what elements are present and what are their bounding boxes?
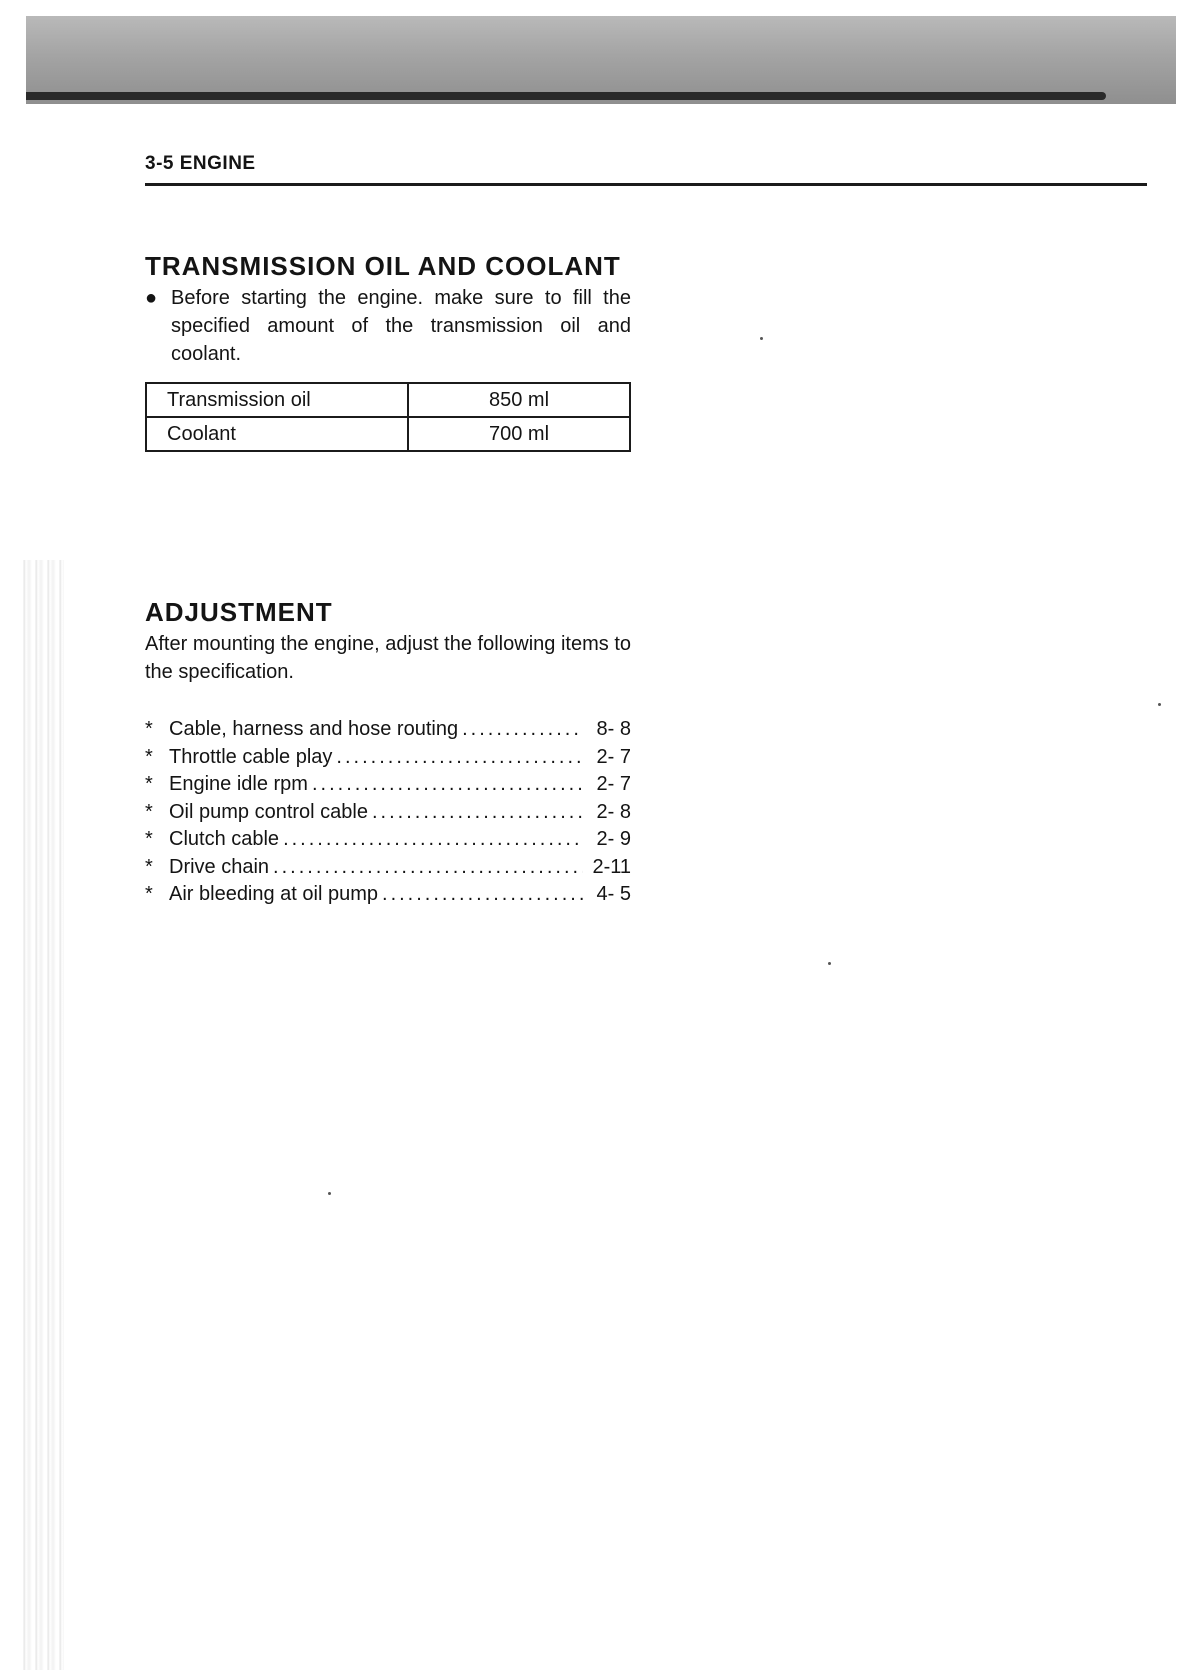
bullet-icon: ● bbox=[145, 287, 158, 309]
list-item bbox=[145, 716, 631, 744]
spec-item: Coolant bbox=[146, 417, 408, 451]
table-row bbox=[146, 383, 630, 417]
page-reference: 2- 8 bbox=[596, 800, 631, 823]
page-reference: 8- 8 bbox=[596, 718, 631, 740]
asterisk-icon: * bbox=[145, 800, 153, 823]
spec-value: 850 ml bbox=[408, 383, 630, 417]
dot-leader bbox=[336, 744, 583, 772]
transmission-section bbox=[145, 250, 631, 452]
list-item bbox=[145, 771, 631, 799]
page-reference: 2-11 bbox=[592, 855, 631, 878]
page-reference: 2- 7 bbox=[596, 745, 631, 768]
adjustment-item-label: Drive chain bbox=[169, 855, 270, 878]
binding-shadow bbox=[20, 560, 64, 1670]
scan-shadow-strip bbox=[26, 16, 1176, 104]
section-label: 3-5 ENGINE bbox=[145, 153, 256, 174]
scan-speck bbox=[828, 962, 831, 965]
dot-leader bbox=[312, 771, 583, 799]
list-item bbox=[145, 854, 631, 882]
transmission-title: TRANSMISSION OIL AND COOLANT bbox=[145, 251, 621, 281]
page-header bbox=[145, 153, 1147, 186]
adjustment-item-label: Oil pump control cable bbox=[169, 800, 368, 823]
scan-speck bbox=[1158, 703, 1161, 706]
spec-value: 700 ml bbox=[408, 417, 630, 451]
adjustment-title: ADJUSTMENT bbox=[145, 597, 333, 627]
adjustment-item-label: Cable, harness and hose routing bbox=[169, 718, 459, 740]
asterisk-icon: * bbox=[145, 828, 153, 850]
adjustment-item-label: Air bleeding at oil pump bbox=[169, 883, 379, 905]
asterisk-icon: * bbox=[145, 883, 153, 905]
dot-leader bbox=[372, 799, 583, 827]
dot-leader bbox=[462, 716, 583, 744]
dot-leader bbox=[382, 881, 583, 909]
dot-leader bbox=[283, 826, 583, 854]
asterisk-icon: * bbox=[145, 855, 153, 878]
adjustment-item-label: Engine idle rpm bbox=[169, 773, 308, 795]
asterisk-icon: * bbox=[145, 718, 153, 740]
page-reference: 2- 7 bbox=[596, 773, 631, 795]
list-item bbox=[145, 826, 631, 854]
scan-shadow-edge bbox=[26, 92, 1106, 100]
adjustment-intro: After mounting the engine, adjust the following items to the specification. bbox=[145, 633, 631, 683]
transmission-note: Before starting the engine. make sure to fill the specified amount of the transmission oil and coolant. bbox=[171, 287, 631, 365]
page-reference: 2- 9 bbox=[596, 828, 631, 850]
adjustment-item-label: Clutch cable bbox=[169, 828, 280, 850]
scan-speck bbox=[760, 337, 763, 340]
page-reference: 4- 5 bbox=[596, 883, 631, 905]
transmission-bullet bbox=[145, 284, 631, 368]
adjustment-section bbox=[145, 596, 631, 909]
asterisk-icon: * bbox=[145, 745, 153, 768]
scan-speck bbox=[328, 1192, 331, 1195]
list-item bbox=[145, 881, 631, 909]
list-item bbox=[145, 799, 631, 827]
asterisk-icon: * bbox=[145, 773, 153, 795]
table-row bbox=[146, 417, 630, 451]
dot-leader bbox=[273, 854, 583, 882]
list-item bbox=[145, 744, 631, 772]
spec-table bbox=[145, 382, 631, 452]
adjustment-list bbox=[145, 716, 631, 909]
spec-item: Transmission oil bbox=[146, 383, 408, 417]
adjustment-item-label: Throttle cable play bbox=[169, 745, 333, 768]
